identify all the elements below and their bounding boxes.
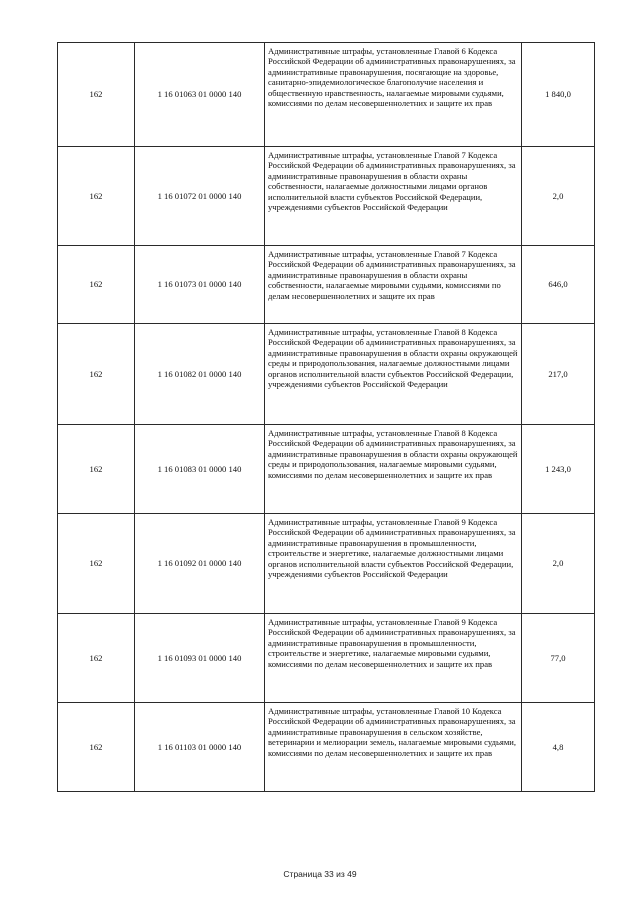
admin-code-cell: 162 xyxy=(58,703,135,792)
amount-cell: 2,0 xyxy=(522,514,595,614)
revenue-name-cell: Административные штрафы, установленные Главой 6 Кодекса Российской Федерации об административных правонарушениях, за административные правонарушения, посягающие на здоровье, санитарно-эпидемиологическое благополучие населения и общественную нравственность, налагаемые мировыми судьями, комиссиями по делам несовершеннолетних и защите их прав xyxy=(265,43,522,147)
amount-cell: 1 243,0 xyxy=(522,425,595,514)
revenue-name-cell: Административные штрафы, установленные Главой 7 Кодекса Российской Федерации об административных правонарушениях, за административные правонарушения в области охраны собственности, налагаемые должностными лицами органов исполнительной власти субъектов Российской Федерации, учреждениями субъектов Российской Федерации xyxy=(265,147,522,246)
table-row xyxy=(58,246,595,324)
budget-code-cell: 1 16 01092 01 0000 140 xyxy=(135,514,265,614)
table-row xyxy=(58,43,595,147)
revenue-name-cell: Административные штрафы, установленные Главой 9 Кодекса Российской Федерации об административных правонарушениях, за административные правонарушения в промышленности, строительстве и энергетике, налагаемые мировыми судьями, комиссиями по делам несовершеннолетних и защите их прав xyxy=(265,614,522,703)
amount-cell: 217,0 xyxy=(522,324,595,425)
revenue-name-cell: Административные штрафы, установленные Главой 8 Кодекса Российской Федерации об административных правонарушениях, за административные правонарушения в области охраны окружающей среды и природопользования, налагаемые должностными лицами органов исполнительной власти субъектов Российской Федерации, учреждениями субъектов Российской Федерации xyxy=(265,324,522,425)
table-row xyxy=(58,147,595,246)
admin-code-cell: 162 xyxy=(58,43,135,147)
admin-code-cell: 162 xyxy=(58,514,135,614)
table-row xyxy=(58,425,595,514)
page-number: Страница 33 из 49 xyxy=(283,869,357,879)
table-row xyxy=(58,324,595,425)
budget-code-cell: 1 16 01063 01 0000 140 xyxy=(135,43,265,147)
budget-code-cell: 1 16 01073 01 0000 140 xyxy=(135,246,265,324)
table-row xyxy=(58,614,595,703)
revenue-name-cell: Административные штрафы, установленные Главой 9 Кодекса Российской Федерации об административных правонарушениях, за административные правонарушения в промышленности, строительстве и энергетике, налагаемые должностными лицами органов исполнительной власти субъектов Российской Федерации, учреждениями субъектов Российской Федерации xyxy=(265,514,522,614)
admin-code-cell: 162 xyxy=(58,425,135,514)
table-row xyxy=(58,703,595,792)
amount-cell: 4,8 xyxy=(522,703,595,792)
revenue-name-cell: Административные штрафы, установленные Главой 10 Кодекса Российской Федерации об административных правонарушениях, за административные правонарушения в сельском хозяйстве, ветеринарии и мелиорации земель, налагаемые мировыми судьями, комиссиями по делам несовершеннолетних и защите их прав xyxy=(265,703,522,792)
table-row xyxy=(58,514,595,614)
budget-code-cell: 1 16 01083 01 0000 140 xyxy=(135,425,265,514)
admin-code-cell: 162 xyxy=(58,324,135,425)
amount-cell: 1 840,0 xyxy=(522,43,595,147)
admin-code-cell: 162 xyxy=(58,246,135,324)
revenue-table xyxy=(57,42,595,792)
revenue-name-cell: Административные штрафы, установленные Главой 8 Кодекса Российской Федерации об административных правонарушениях, за административные правонарушения в области охраны окружающей среды и природопользования, налагаемые мировыми судьями, комиссиями по делам несовершеннолетних и защите их прав xyxy=(265,425,522,514)
admin-code-cell: 162 xyxy=(58,614,135,703)
budget-code-cell: 1 16 01103 01 0000 140 xyxy=(135,703,265,792)
revenue-name-cell: Административные штрафы, установленные Главой 7 Кодекса Российской Федерации об административных правонарушениях, за административные правонарушения в области охраны собственности, налагаемые мировыми судьями, комиссиями по делам несовершеннолетних и защите их прав xyxy=(265,246,522,324)
amount-cell: 77,0 xyxy=(522,614,595,703)
budget-code-cell: 1 16 01093 01 0000 140 xyxy=(135,614,265,703)
budget-code-cell: 1 16 01082 01 0000 140 xyxy=(135,324,265,425)
admin-code-cell: 162 xyxy=(58,147,135,246)
amount-cell: 2,0 xyxy=(522,147,595,246)
budget-code-cell: 1 16 01072 01 0000 140 xyxy=(135,147,265,246)
amount-cell: 646,0 xyxy=(522,246,595,324)
